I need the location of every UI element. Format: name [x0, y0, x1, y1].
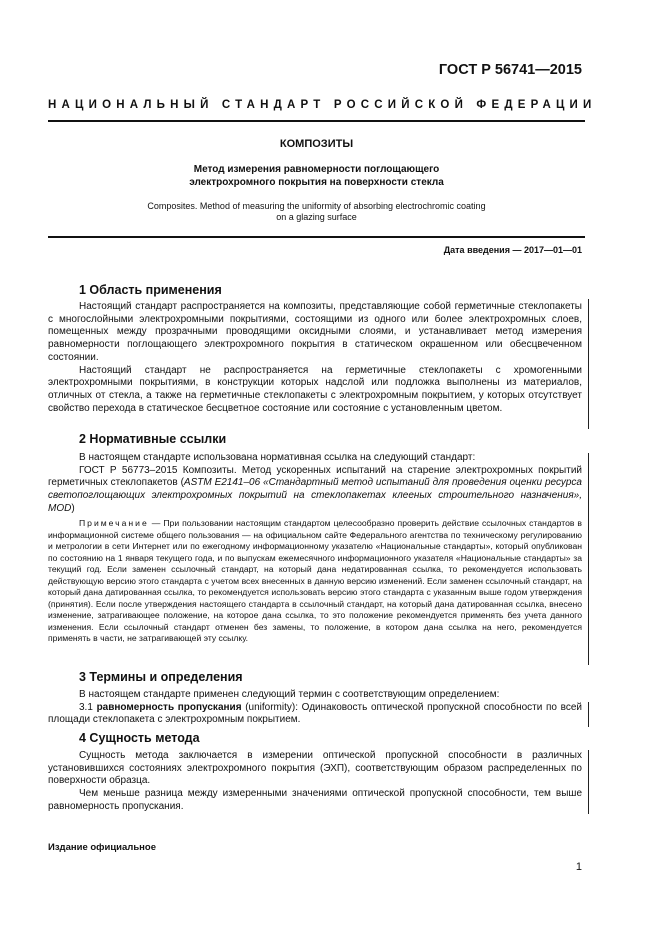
- section-1-paragraph-1: Настоящий стандарт распространяется на композиты, представляющие собой герметичные стеклопакеты с многослойными электрохромными покрытиями, состоящими из одного или более электрохромных слоев, помещенных между прозрачными проводящими оксидными слоями, и устанавливает метод измерения равномерности поглощающего электрохромного покрытия в статическом окрашенном или обесцвеченном состоянии.: [48, 301, 582, 363]
- section-2-paragraph-2: [48, 465, 582, 516]
- section-3-heading: 3 Термины и определения: [79, 670, 243, 684]
- english-title: [110, 201, 523, 223]
- section-1-body: [48, 301, 582, 415]
- change-bar-4: [588, 750, 589, 814]
- english-title-line-1: Composites. Method of measuring the uniformity of absorbing electrochromic coating: [147, 201, 486, 211]
- term-definition: (uniformity): Одинаковость оптической пропускной способности по всей площади стеклопакета с электрохромным покрытием.: [48, 701, 582, 726]
- note-label: Примечание: [79, 518, 149, 528]
- section-3-body: [48, 689, 582, 727]
- section-1-heading: 1 Область применения: [79, 283, 222, 297]
- section-3-term-definition: [48, 702, 582, 727]
- section-1-paragraph-2: Настоящий стандарт не распространяется на герметичные стеклопакеты с хромогенными электрохромными покрытиями, в конструкции которых надслой или подложка выполнены из материалов, отличных от стекла, а также на герметичные стеклопакеты с электрохромным покрытием, у которых отсутствует свойство перехода в статическое бесцветное состояние или состояние с установленным цветом.: [48, 364, 582, 414]
- term-name: равномерность пропускания: [96, 701, 242, 713]
- change-bar-2: [588, 453, 589, 665]
- section-4-paragraph-1: Сущность метода заключается в измерении оптической пропускной способности в различных установившихся состояниях электрохромного покрытия (ЭХП), соответствующим образом распределенных по поверхности образца.: [48, 750, 582, 787]
- change-bar-1: [588, 299, 589, 429]
- section-4-paragraph-2: Чем меньше разница между измеренными значениями оптической пропускной способности, тем выше равномерность пропускания.: [48, 788, 582, 812]
- section-2-body: [48, 452, 582, 516]
- section-4-body: [48, 750, 582, 814]
- english-title-line-2: on a glazing surface: [276, 212, 357, 222]
- page-number: 1: [575, 861, 582, 873]
- introduction-date: Дата введения — 2017—01—01: [443, 245, 582, 255]
- document-subtitle: [120, 163, 513, 189]
- document-title: КОМПОЗИТЫ: [279, 138, 354, 150]
- section-2-heading: 2 Нормативные ссылки: [79, 432, 227, 446]
- subtitle-line-2: электрохромного покрытия на поверхности стекла: [189, 177, 444, 188]
- section-4-heading: 4 Сущность метода: [79, 731, 200, 745]
- change-bar-3: [588, 702, 589, 727]
- section-2-note: [48, 518, 582, 645]
- section-3-paragraph-1: В настоящем стандарте применен следующий термин с соответствующим определением:: [79, 689, 500, 700]
- note-paragraph: [48, 518, 582, 645]
- middle-rule: [48, 236, 585, 238]
- section-2-paragraph-1: В настоящем стандарте использована нормативная ссылка на следующий стандарт:: [79, 452, 476, 463]
- official-edition-label: Издание официальное: [48, 842, 156, 853]
- note-text: — При пользовании настоящим стандартом целесообразно проверить действие ссылочных стандартов в информационной системе общего пользования — на официальном сайте Федерального агентства по техническому регулированию и метрологии в сети Интернет или по ежегодному информационному указателю «Национальные стандарты», который опубликован по состоянию на 1 января текущего года, и по выпускам ежемесячного информационного указателя «Национальные стандарты» за текущий год. Если заменен ссылочный стандарт, на который дана недатированная ссылка, то рекомендуется использовать действующую версию этого стандарта с учетом всех внесенных в данную версию изменений. Если заменен ссылочный стандарт, на который дана датированная ссылка, то рекомендуется использовать версию этого стандарта с указанным выше годом утверждения (принятия). Если после утверждения настоящего стандарта в ссылочный стандарт, на который дана датированная ссылка, внесено изменение, затрагивающее положение, на которое дана ссылка, то это положение рекомендуется применять без учета данного изменения. Если ссылочный стандарт отменен без замены, то положение, в котором дана ссылка на него, рекомендуется применять в части, не затрагивающей эту ссылку.: [48, 518, 582, 643]
- standard-code: ГОСТ Р 56741—2015: [438, 62, 582, 78]
- national-standard-banner: НАЦИОНАЛЬНЫЙ СТАНДАРТ РОССИЙСКОЙ ФЕДЕРАЦИИ: [48, 99, 597, 111]
- reference-text-c: ): [71, 502, 75, 514]
- reference-text-a: ГОСТ Р 56773–2015 Композиты. Метод ускоренных испытаний на старение электрохромных покрытий герметичных стеклопакетов (: [48, 464, 582, 489]
- subtitle-line-1: Метод измерения равномерности поглощающего: [193, 164, 440, 175]
- reference-text-b: ASTM E2141–06 «Стандартный метод испытаний для проведения оценки ресурса светопоглощающих электрохромных покрытий на стеклопакетах клееных строительного назначения», MOD: [48, 477, 582, 514]
- term-number: 3.1: [79, 701, 97, 713]
- top-rule: [48, 120, 585, 122]
